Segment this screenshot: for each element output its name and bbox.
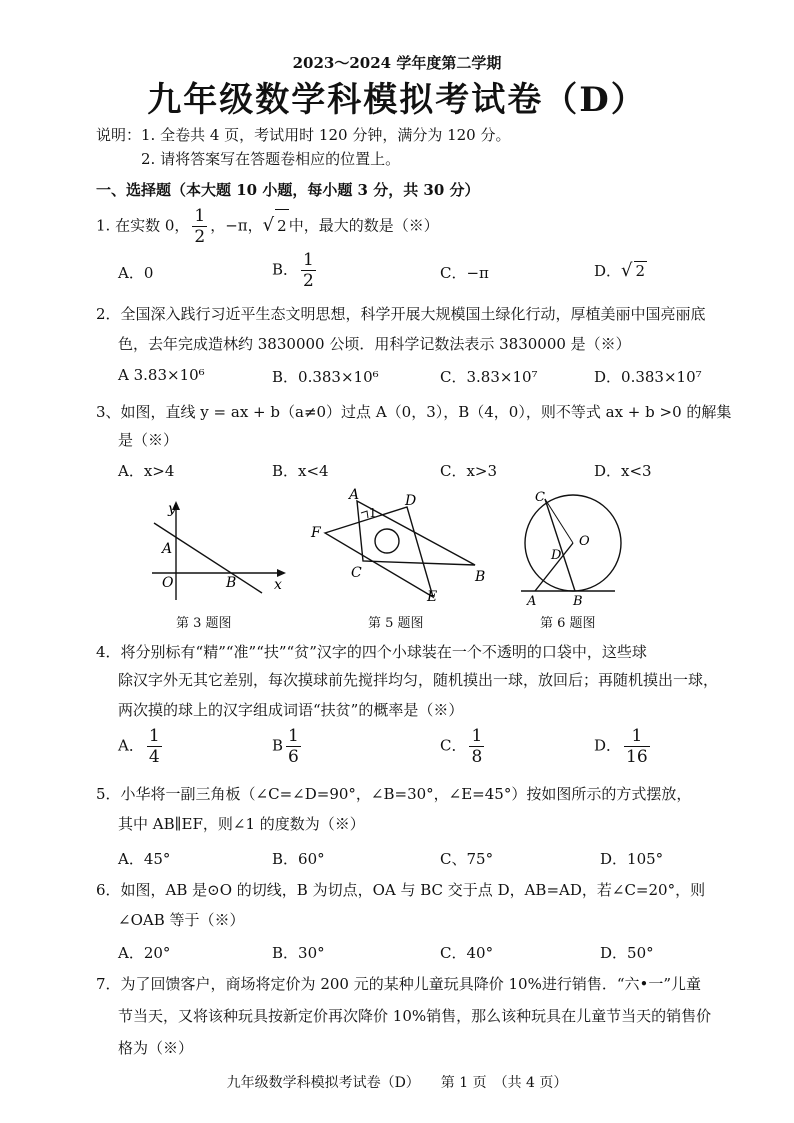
fig3-label-a: A [162, 541, 173, 557]
q4-option-a: A． $\frac{1}{4}$ [118, 726, 160, 767]
q4-option-c: C． $\frac{1}{8}$ [440, 726, 483, 767]
q3-line-2: 是（※） [118, 431, 179, 449]
notes-line-2: 2. 请将答案写在答题卷相应的位置上。 [141, 150, 401, 168]
fig3-label-y: y [168, 501, 176, 517]
q5-line-2: 其中 AB∥EF，则∠1 的度数为（※） [118, 815, 365, 833]
notes-line-1: 1. 全卷共 4 页，考试用时 120 分钟，满分为 120 分。 [141, 126, 511, 144]
question-1 [96, 206, 439, 247]
q6-option-c: C．40° [440, 944, 494, 962]
q3-line-1: 3、如图，直线 y = ax + b（a≠0）过点 A（0，3），B（4，0），则不等式 ax + b >0 的解集 [96, 403, 732, 421]
fig3-label-o: O [162, 575, 174, 591]
fig5-label-b: B [475, 569, 486, 585]
q2-option-c: C．3.83×10⁷ [440, 368, 538, 386]
q7-line-2: 节当天，又将该种玩具按新定价再次降价 10%销售，那么该种玩具在儿童节当天的销售价 [118, 1007, 712, 1025]
figure-5-caption: 第 5 题图 [368, 616, 424, 631]
q2-option-d: D．0.383×10⁷ [594, 368, 702, 386]
fig5-label-f: F [311, 525, 321, 541]
figure-3-graph [140, 495, 300, 610]
q4-option-b: B $\frac{1}{6}$ [272, 726, 299, 767]
q6-line-2: ∠OAB 等于（※） [118, 911, 245, 929]
figure-3-caption: 第 3 题图 [176, 616, 232, 631]
fig6-label-a: A [527, 594, 537, 609]
q6-option-a: A．20° [118, 944, 171, 962]
fig3-label-x: x [274, 577, 282, 593]
q4-line-2: 除汉字外无其它差别，每次摸球前先搅拌均匀，随机摸出一球，放回后；再随机摸出一球， [118, 671, 719, 689]
page-footer: 九年级数学科模拟考试卷（D） 第 1 页 （共 4 页） [226, 1075, 568, 1091]
notes-label: 说明： [96, 126, 142, 144]
q1-prefix: 1. 在实数 0， [96, 216, 190, 235]
q1-option-d: D．√ 2 [594, 260, 646, 281]
q6-line-1: 6．如图，AB 是⊙O 的切线，B 为切点，OA 与 BC 交于点 D，AB=AD，若∠C=20°，则 [96, 881, 706, 899]
q3-option-a: A．x>4 [118, 462, 175, 480]
q1-option-a: A．0 [118, 264, 154, 282]
exam-title: 九年级数学科模拟考试卷（D） [147, 80, 647, 120]
q2-line-2: 色，去年完成造林约 3830000 公顷．用科学记数法表示 3830000 是（※） [118, 335, 631, 353]
q3-option-c: C．x>3 [440, 462, 498, 480]
q5-option-c: C、75° [440, 850, 494, 868]
fig6-label-d: D [551, 548, 562, 563]
q3-option-d: D．x<3 [594, 462, 652, 480]
figure-6-caption: 第 6 题图 [540, 616, 596, 631]
q4-line-1: 4．将分别标有“精”“准”“扶”“贫”汉字的四个小球装在一个不透明的口袋中，这些球 [96, 643, 647, 661]
q1-option-b: B． $\frac{1}{2}$ [272, 250, 314, 291]
fig5-label-e: E [427, 589, 438, 605]
q7-line-1: 7．为了回馈客户，商场将定价为 200 元的某种儿童玩具降价 10%进行销售．“六•一”儿童 [96, 975, 702, 993]
q5-option-d: D．105° [600, 850, 664, 868]
figure-5-triangles [305, 485, 500, 610]
q2-option-b: B．0.383×10⁶ [272, 368, 379, 386]
exam-term: 2023～2024 学年度第二学期 [292, 54, 502, 72]
q1-suffix: 中，最大的数是（※） [288, 216, 439, 235]
fig6-label-c: C [535, 490, 545, 505]
q2-line-1: 2．全国深入践行习近平生态文明思想，科学开展大规模国土绿化行动，厚植美丽中国亮丽底 [96, 305, 706, 323]
section-title-choice: 一、选择题（本大题 10 小题，每小题 3 分，共 30 分） [96, 181, 480, 199]
fig5-label-c: C [351, 565, 362, 581]
fig5-label-d: D [405, 493, 417, 509]
fig5-label-a: A [349, 487, 360, 503]
q5-option-b: B．60° [272, 850, 325, 868]
q7-line-3: 格为（※） [118, 1039, 194, 1057]
fig6-label-o: O [579, 534, 590, 549]
q1-option-c: C．−π [440, 264, 489, 282]
q4-option-d: D． $\frac{1}{16}$ [594, 726, 648, 767]
q3-option-b: B．x<4 [272, 462, 329, 480]
q1-fraction-half: $\frac{1}{2}$ [194, 206, 206, 247]
q6-option-d: D．50° [600, 944, 654, 962]
fig5-label-1: 1 [369, 506, 377, 520]
fig3-label-b: B [226, 575, 237, 591]
q2-option-a: A 3.83×10⁶ [118, 366, 205, 384]
q5-option-a: A．45° [118, 850, 171, 868]
q1-mid: ，−π， [210, 216, 263, 235]
q5-line-1: 5．小华将一副三角板（∠C=∠D=90°，∠B=30°，∠E=45°）按如图所示的方式摆放， [96, 785, 692, 803]
sqrt-symbol: √ [262, 214, 275, 236]
q1-root: 2 [275, 209, 289, 242]
q6-option-b: B．30° [272, 944, 325, 962]
figure-6-circle [515, 485, 635, 610]
fig6-label-b: B [573, 594, 583, 609]
q4-line-3: 两次摸的球上的汉字组成词语“扶贫”的概率是（※） [118, 701, 464, 719]
